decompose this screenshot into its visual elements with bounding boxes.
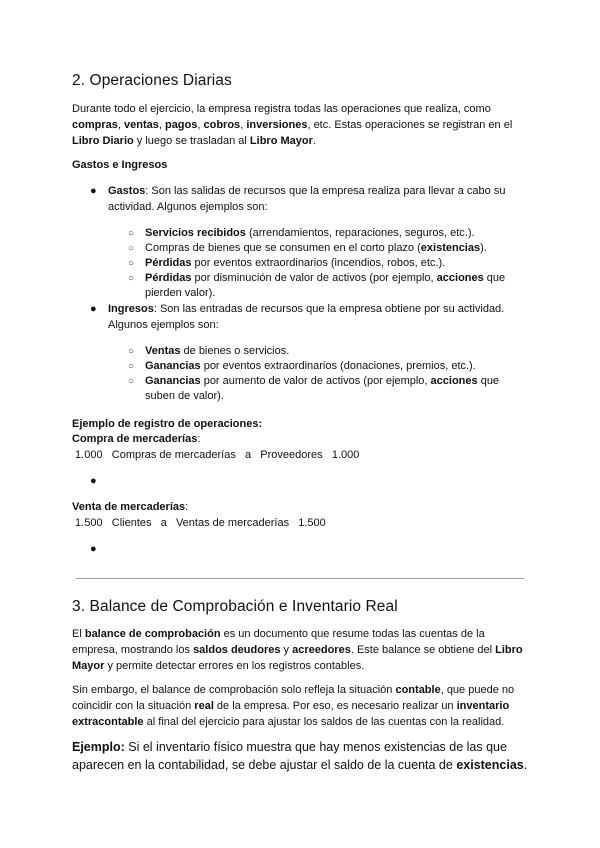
- gastos-text: [108, 183, 528, 215]
- text-run: por aumento de valor de activos (por ejemplo,: [200, 375, 431, 387]
- text-run: de bienes o servicios.: [180, 345, 290, 357]
- ingresos-item-1: [145, 344, 525, 359]
- text-run: ,: [240, 119, 247, 131]
- gastos-ingresos-heading: Gastos e Ingresos: [72, 159, 168, 171]
- subbullet: ○: [128, 346, 135, 357]
- text-run: por eventos extraordinarios (incendios, robos, etc.).: [191, 257, 446, 269]
- text-run: ).: [480, 242, 487, 254]
- bold-run: acreedores: [292, 644, 351, 656]
- bold-run: compras: [72, 119, 118, 131]
- gastos-item-4: [145, 271, 525, 301]
- text-run: El: [72, 628, 85, 640]
- subbullet: ○: [128, 361, 135, 372]
- bold-run: Gastos: [108, 185, 146, 197]
- text-run: , que puede no coincidir con la situación: [72, 684, 515, 712]
- text-run: Sin embargo, el balance de comprobación solo refleja la situación: [72, 684, 396, 696]
- text-run: ,: [197, 119, 204, 131]
- gastos-item-3: [145, 256, 525, 271]
- text-run: : Son las salidas de recursos que la empresa realiza para llevar a cabo su actividad. Algunos ejemplos son:: [108, 185, 506, 213]
- bold-run: Pérdidas: [145, 257, 192, 269]
- text-run: , etc. Estas operaciones se registran en el: [307, 119, 513, 131]
- section-2-intro: [72, 101, 532, 149]
- text-run: y: [280, 644, 293, 656]
- text-run: de la empresa. Por eso, es necesario realizar un: [213, 700, 457, 712]
- text-run: Si el inventario físico muestra que hay menos existencias de las que aparecen en la contabilidad, se debe ajustar el saldo de la cuenta de: [72, 740, 507, 772]
- section-3-title: 3. Balance de Comprobación e Inventario Real: [72, 598, 398, 615]
- bold-run: acciones: [430, 375, 478, 387]
- subbullet: ○: [128, 258, 135, 269]
- bold-run: balance de comprobación: [84, 628, 221, 640]
- bold-run: acciones: [436, 272, 484, 284]
- section-3-paragraph-2: [72, 682, 532, 730]
- subbullet: ○: [128, 228, 135, 239]
- ingresos-item-2: [145, 359, 525, 374]
- bullet-empty: ●: [90, 543, 97, 555]
- section-3-example: [72, 738, 542, 774]
- text-run: ,: [158, 119, 165, 131]
- text-run: y luego se trasladan al: [133, 135, 250, 147]
- bold-run: cobros: [203, 119, 241, 131]
- section-2-title: 2. Operaciones Diarias: [72, 72, 232, 89]
- subbullet: ○: [128, 376, 135, 387]
- bold-run: Pérdidas: [145, 272, 192, 284]
- venta-heading: Venta de mercaderías:: [72, 501, 189, 513]
- bold-run: Ganancias: [145, 360, 201, 372]
- text-run: Durante todo el ejercicio, la empresa registra todas las operaciones que realiza, como: [72, 103, 491, 115]
- text-run: : Son las entradas de recursos que la empresa obtiene por su actividad. Algunos ejemplos son:: [108, 303, 505, 331]
- text-run: que suben de valor).: [145, 375, 500, 402]
- bold-run: Ganancias: [145, 375, 201, 387]
- compra-entry: 1.000 Compras de mercaderías a Proveedores 1.000: [72, 449, 360, 461]
- bullet-empty: ●: [90, 475, 97, 487]
- venta-entry: 1.500 Clientes a Ventas de mercaderías 1.500: [72, 517, 326, 529]
- subbullet: ○: [128, 243, 135, 254]
- bold-run: existencias: [456, 758, 524, 772]
- bold-run: Servicios recibidos: [145, 227, 246, 239]
- text-run: .: [312, 135, 316, 147]
- bold-run: inversiones: [246, 119, 308, 131]
- bold-run: Libro Mayor: [249, 135, 313, 147]
- bold-run: ventas: [123, 119, 159, 131]
- bold-run: Ventas: [145, 345, 181, 357]
- ingresos-item-3: [145, 374, 525, 404]
- bold-run: contable: [395, 684, 441, 696]
- text-run: que pierden valor).: [145, 272, 506, 299]
- text-run: al final del ejercicio para ajustar los saldos de las cuentas con la realidad.: [143, 716, 505, 728]
- gastos-item-2: [145, 241, 525, 256]
- bold-run: Libro Diario: [72, 135, 134, 147]
- subbullet: ○: [128, 273, 135, 284]
- text-run: . Este balance se obtiene del: [350, 644, 496, 656]
- text-run: por eventos extraordinarios (donaciones, premios, etc.).: [200, 360, 476, 372]
- bullet-gastos: ●: [90, 185, 97, 197]
- bold-run: pagos: [164, 119, 198, 131]
- example-heading: Ejemplo de registro de operaciones:: [72, 418, 263, 430]
- gastos-item-1: [145, 226, 525, 241]
- bullet-ingresos: ●: [90, 303, 97, 315]
- bold-run: inventario extracontable: [72, 700, 510, 728]
- text-run: Compras de bienes que se consumen en el corto plazo (: [145, 242, 421, 254]
- text-run: (arrendamientos, reparaciones, seguros, etc.).: [245, 227, 475, 239]
- text-run: ,: [117, 119, 124, 131]
- compra-heading: Compra de mercaderías:: [72, 433, 201, 445]
- text-run: por disminución de valor de activos (por ejemplo,: [191, 272, 437, 284]
- text-run: y permite detectar errores en los registros contables.: [104, 660, 365, 672]
- bold-run: existencias: [420, 242, 481, 254]
- text-run: es un documento que resume todas las cuentas de la empresa, mostrando los: [72, 628, 485, 656]
- bold-run: saldos deudores: [193, 644, 281, 656]
- bold-run: Ingresos: [108, 303, 154, 315]
- horizontal-divider: [76, 578, 524, 579]
- bold-run: Libro Mayor: [72, 644, 523, 672]
- text-run: .: [523, 758, 528, 772]
- ingresos-text: [108, 301, 528, 333]
- section-3-paragraph-1: [72, 626, 532, 674]
- bold-run: Ejemplo:: [72, 740, 125, 754]
- bold-run: real: [194, 700, 214, 712]
